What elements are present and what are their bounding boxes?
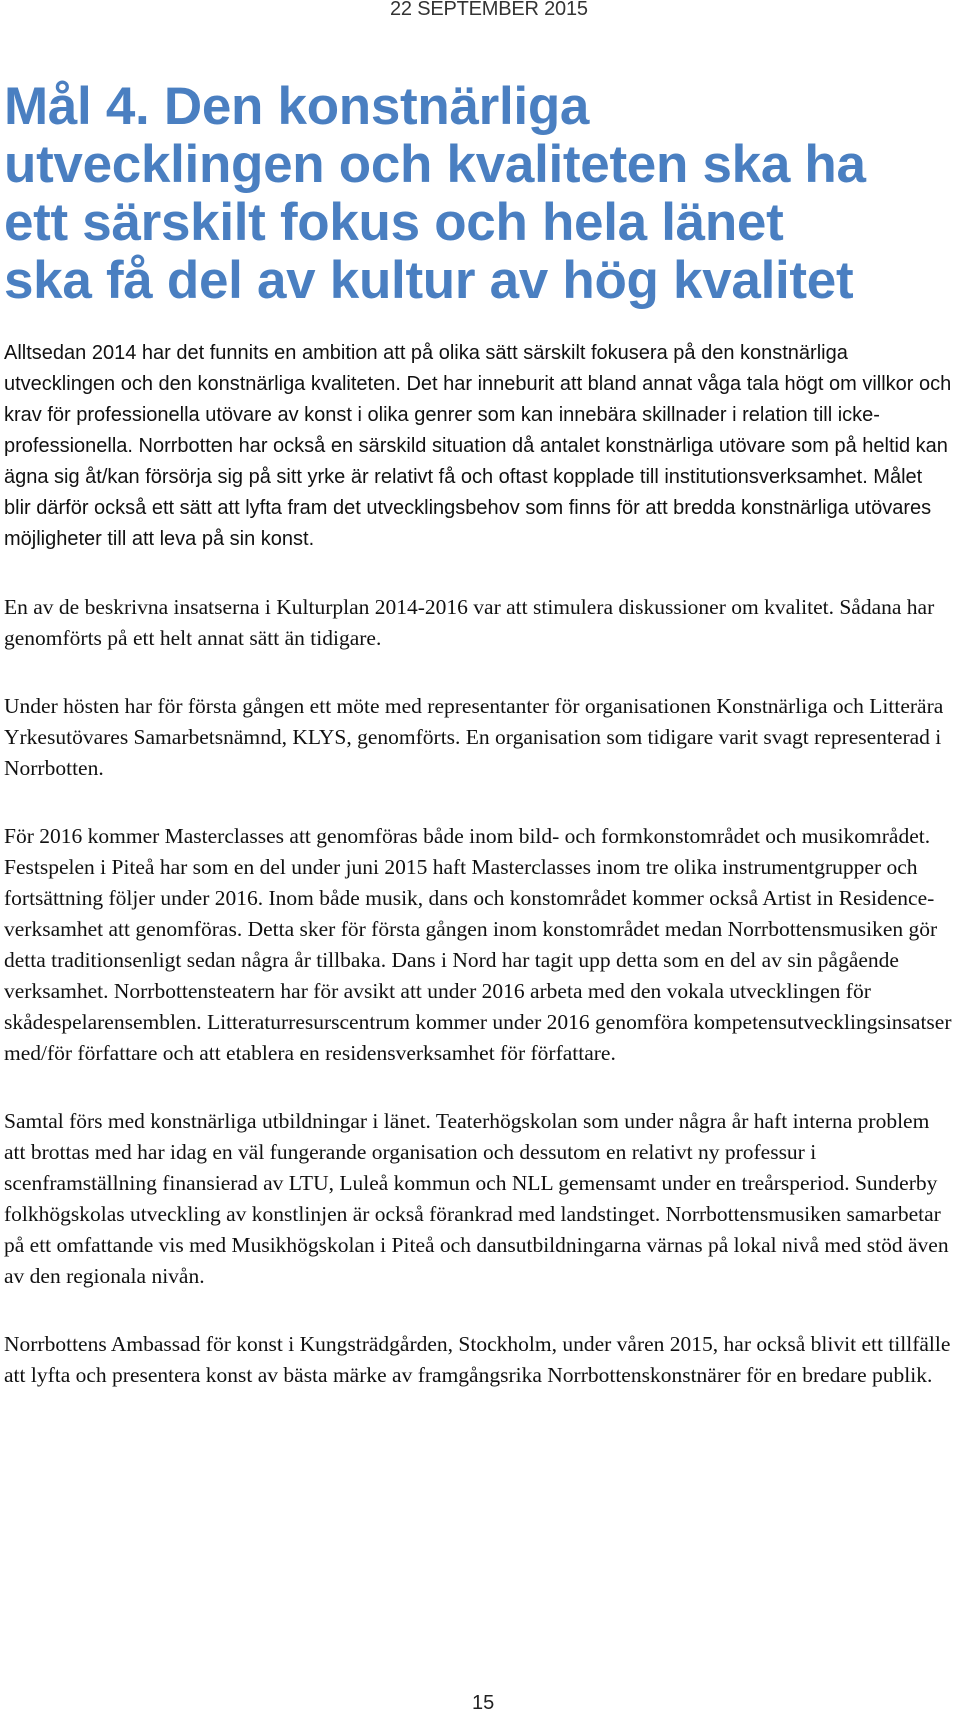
paragraph-kulturplan: En av de beskrivna insatserna i Kulturplan 2014-2016 var att stimulera diskussioner om kvalitet. Sådana har genomförts på ett helt annat sätt än tidigare. <box>4 595 935 650</box>
paragraph-intro: Alltsedan 2014 har det funnits en ambition att på olika sätt särskilt fokusera på den konstnärliga utvecklingen och den konstnärliga kvaliteten. Det har inneburit att bland annat våga tala högt om villkor och krav för professionella utövare av konst i olika genrer som kan innebära skillnader i relation till icke- professionella. Norrbotten har också en särskild situation då antalet konstnärliga utövare som på heltid kan ägna sig åt/kan försörja sig på sitt yrke är relativt få och oftast kopplade till institutionsverksamhet. Målet blir därför också ett sätt att lyfta fram det utvecklingsbehov som finns för att bredda konstnärliga utövares möjligheter till att leva på sin konst. <box>4 342 952 550</box>
paragraph-ambassad: Norrbottens Ambassad för konst i Kungsträdgården, Stockholm, under våren 2015, har också blivit ett tillfälle att lyfta och presentera konst av bästa märke av framgångsrika Norrbottenskonstnärer för en bredare publik. <box>4 1332 951 1387</box>
title-line: Mål 4. Den konstnärliga <box>4 77 590 136</box>
title-line: ett särskilt fokus och hela länet <box>4 193 784 252</box>
page-date: 22 SEPTEMBER 2015 <box>390 0 588 20</box>
page-title <box>4 78 954 310</box>
paragraph-masterclasses: För 2016 kommer Masterclasses att genomföras både inom bild- och formkonstområdet och musikområdet. Festspelen i Piteå har som en del under juni 2015 haft Masterclasses inom tre olika instrumentgrupper och fortsättning följer under 2016. Inom både musik, dans och konstområdet kommer också Artist in Residence- verksamhet att genomföras. Detta sker för första gången inom konstområdet medan Norrbottensmusiken gör detta traditionsenligt sedan några år tillbaka. Dans i Nord har tagit upp detta som en del av sin pågående verksamhet. Norrbottensteatern har för avsikt att under 2016 arbeta med den vokala utvecklingen för skådespelarensemblen. Litteraturresurscentrum kommer under 2016 genomföra kompetensutvecklingsinsatser med/för författare och att etablera en residensverksamhet för författare. <box>4 824 952 1065</box>
title-line: utvecklingen och kvaliteten ska ha <box>4 135 866 194</box>
body-text <box>4 338 954 1428</box>
paragraph-utbildningar: Samtal förs med konstnärliga utbildningar i länet. Teaterhögskolan som under några år haft interna problem att brottas med har idag en väl fungerande organisation och dessutom en relativt ny professur i scenframställning finansierad av LTU, Luleå kommun och NLL gemensamt under en treårsperiod. Sunderby folkhögskolas utveckling av konstlinjen är också förankrad med landstinget. Norrbottensmusiken samarbetar på ett omfattande vis med Musikhögskolan i Piteå och dansutbildningarna värnas på lokal nivå med stöd även av den regionala nivån. <box>4 1109 949 1288</box>
paragraph-klys: Under hösten har för första gången ett möte med representanter för organisationen Konstnärliga och Litterära Yrkesutövares Samarbetsnämnd, KLYS, genomförts. En organisation som tidigare varit svagt representerad i Norrbotten. <box>4 694 944 780</box>
page-number: 15 <box>472 1692 495 1714</box>
title-line: ska få del av kultur av hög kvalitet <box>4 251 854 310</box>
